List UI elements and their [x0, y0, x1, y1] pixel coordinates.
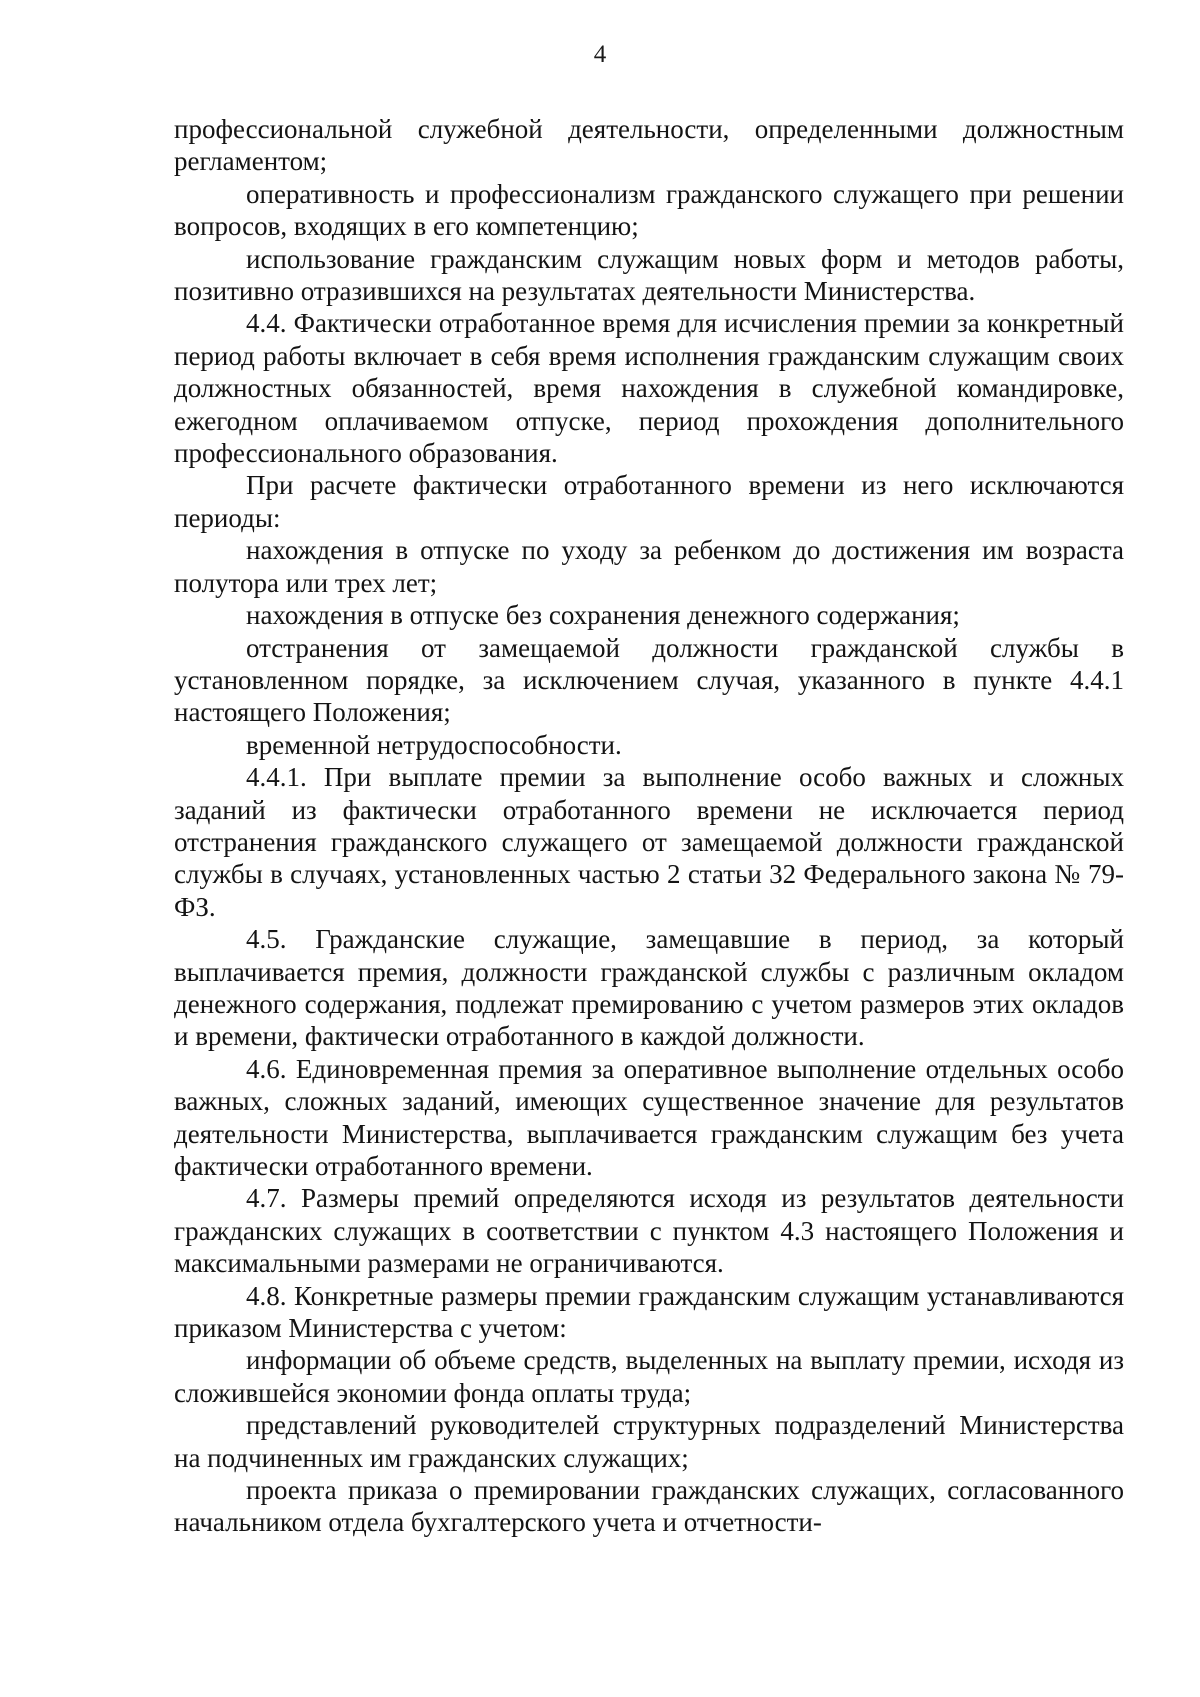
paragraph-criterion-new-methods: использование гражданским служащим новых форм и методов работы, позитивно отразившихся на результатах деятельности Министерства. [174, 243, 1124, 307]
paragraph-exclusion-suspension: отстранения от замещаемой должности гражданской службы в установленном порядке, за исключением случая, указанного в пункте 4.4.1 настоящего Положения; [174, 632, 1124, 728]
paragraph-4-8-draft-order: проекта приказа о премировании гражданских служащих, согласованного начальником отдела бухгалтерского учета и отчетности- [174, 1475, 1124, 1538]
page-number: 4 [593, 41, 607, 68]
paragraph-4-8: 4.8. Конкретные размеры премии гражданским служащим устанавливаются приказом Министерства с учетом: [174, 1280, 1124, 1344]
document-body [174, 113, 1124, 1539]
paragraph-exclusion-disability: временной нетрудоспособности. [246, 729, 622, 760]
paragraph-exclusion-childcare-leave: нахождения в отпуске по уходу за ребенком до достижения им возраста полутора или трех лет; [174, 535, 1124, 598]
paragraph-4-5: 4.5. Гражданские служащие, замещавшие в период, за который выплачивается премия, должности гражданской службы с различным окладом денежного содержания, подлежат премированию с учетом размеров этих окладов и времени, фактически отработанного в каждой должности. [174, 924, 1124, 1052]
paragraph-4-8-submissions: представлений руководителей структурных подразделений Министерства на подчиненных им гражданских служащих; [174, 1410, 1124, 1473]
paragraph-exclusions-intro: При расчете фактически отработанного времени из него исключаются периоды: [174, 470, 1124, 533]
paragraph-4-8-funds-info: информации об объеме средств, выделенных на выплату премии, исходя из сложившейся экономии фонда оплаты труда; [174, 1345, 1124, 1408]
paragraph-4-4: 4.4. Фактически отработанное время для исчисления премии за конкретный период работы включает в себя время исполнения гражданским служащим своих должностных обязанностей, время нахождения в служебной командировке, ежегодном оплачиваемом отпуске, период прохождения дополнительного профессионального образования. [174, 308, 1124, 469]
paragraph-4-6: 4.6. Единовременная премия за оперативное выполнение отдельных особо важных, сложных заданий, имеющих существенное значение для результатов деятельности Министерства, выплачивается гражданским служащим без учета фактически отработанного времени. [174, 1053, 1124, 1181]
paragraph-continuation: профессиональной служебной деятельности, определенными должностным регламентом; [174, 114, 1124, 177]
paragraph-exclusion-unpaid-leave: нахождения в отпуске без сохранения денежного содержания; [246, 600, 960, 631]
paragraph-criterion-efficiency: оперативность и профессионализм гражданского служащего при решении вопросов, входящих в его компетенцию; [174, 178, 1124, 242]
paragraph-4-4-1: 4.4.1. При выплате премии за выполнение особо важных и сложных заданий из фактически отработанного времени не исключается период отстранения гражданского служащего от замещаемой должности гражданской службы в случаях, установленных частью 2 статьи 32 Федерального закона № 79-ФЗ. [174, 762, 1124, 922]
paragraph-4-7: 4.7. Размеры премий определяются исходя из результатов деятельности гражданских служащих в соответствии с пунктом 4.3 настоящего Положения и максимальными размерами не ограничиваются. [174, 1183, 1124, 1279]
